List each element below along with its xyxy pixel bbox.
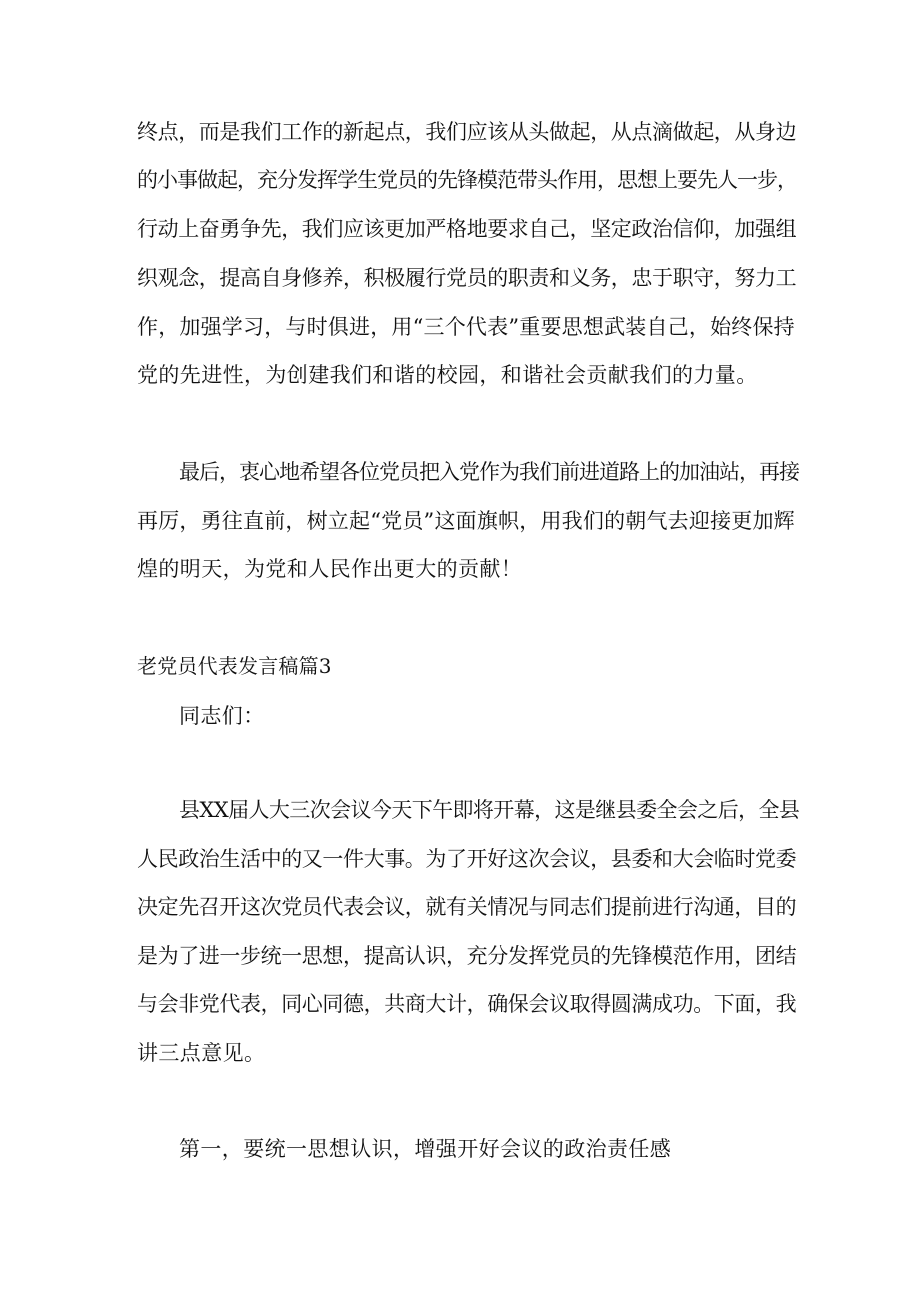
paragraph1-line-6: 党的先进性，为创建我们和谐的校园，和谐社会贡献我们的力量。: [137, 363, 758, 387]
paragraph2-line-2: 再厉，勇往直前，树立起“党员”这面旗帜，用我们的朝气去迎接更加辉: [137, 509, 795, 533]
paragraph2-line-3: 煌的明天，为党和人民作出更大的贡献！: [137, 557, 523, 581]
paragraph3-line-4: 是为了进一步统一思想，提高认识，充分发挥党员的先锋模范作用，团结: [137, 944, 797, 968]
point-1-heading: 第一，要统一思想认识，增强开好会议的政治责任感: [179, 1137, 672, 1161]
paragraph1-line-1: 终点，而是我们工作的新起点，我们应该从头做起，从点滴做起，从身边: [137, 120, 797, 144]
paragraph1-line-2: 的小事做起，充分发挥学生党员的先锋模范带头作用，思想上要先人一步，: [137, 168, 797, 192]
paragraph3-line-2: 人民政治生活中的又一件大事。为了开好这次会议，县委和大会临时党委: [137, 847, 797, 871]
paragraph1-line-4: 织观念，提高自身修养，积极履行党员的职责和义务，忠于职守，努力工: [137, 266, 797, 290]
salutation: 同志们：: [179, 704, 265, 728]
paragraph3-line-1: 县XX届人大三次会议今天下午即将开幕，这是继县委全会之后，全县: [179, 798, 800, 822]
paragraph3-line-5: 与会非党代表，同心同德，共商大计，确保会议取得圆满成功。下面，我: [137, 992, 797, 1016]
paragraph3-line-3: 决定先召开这次党员代表会议，就有关情况与同志们提前进行沟通，目的: [137, 895, 797, 919]
paragraph1-line-5: 作，加强学习，与时俱进，用“三个代表”重要思想武装自己，始终保持: [137, 315, 795, 339]
paragraph2-line-1: 最后，衷心地希望各位党员把入党作为我们前进道路上的加油站，再接: [179, 460, 799, 484]
paragraph1-line-3: 行动上奋勇争先，我们应该更加严格地要求自己，坚定政治信仰，加强组: [137, 217, 797, 241]
paragraph3-line-6: 讲三点意见。: [137, 1041, 266, 1065]
section-title: 老党员代表发言稿篇3: [137, 654, 332, 678]
